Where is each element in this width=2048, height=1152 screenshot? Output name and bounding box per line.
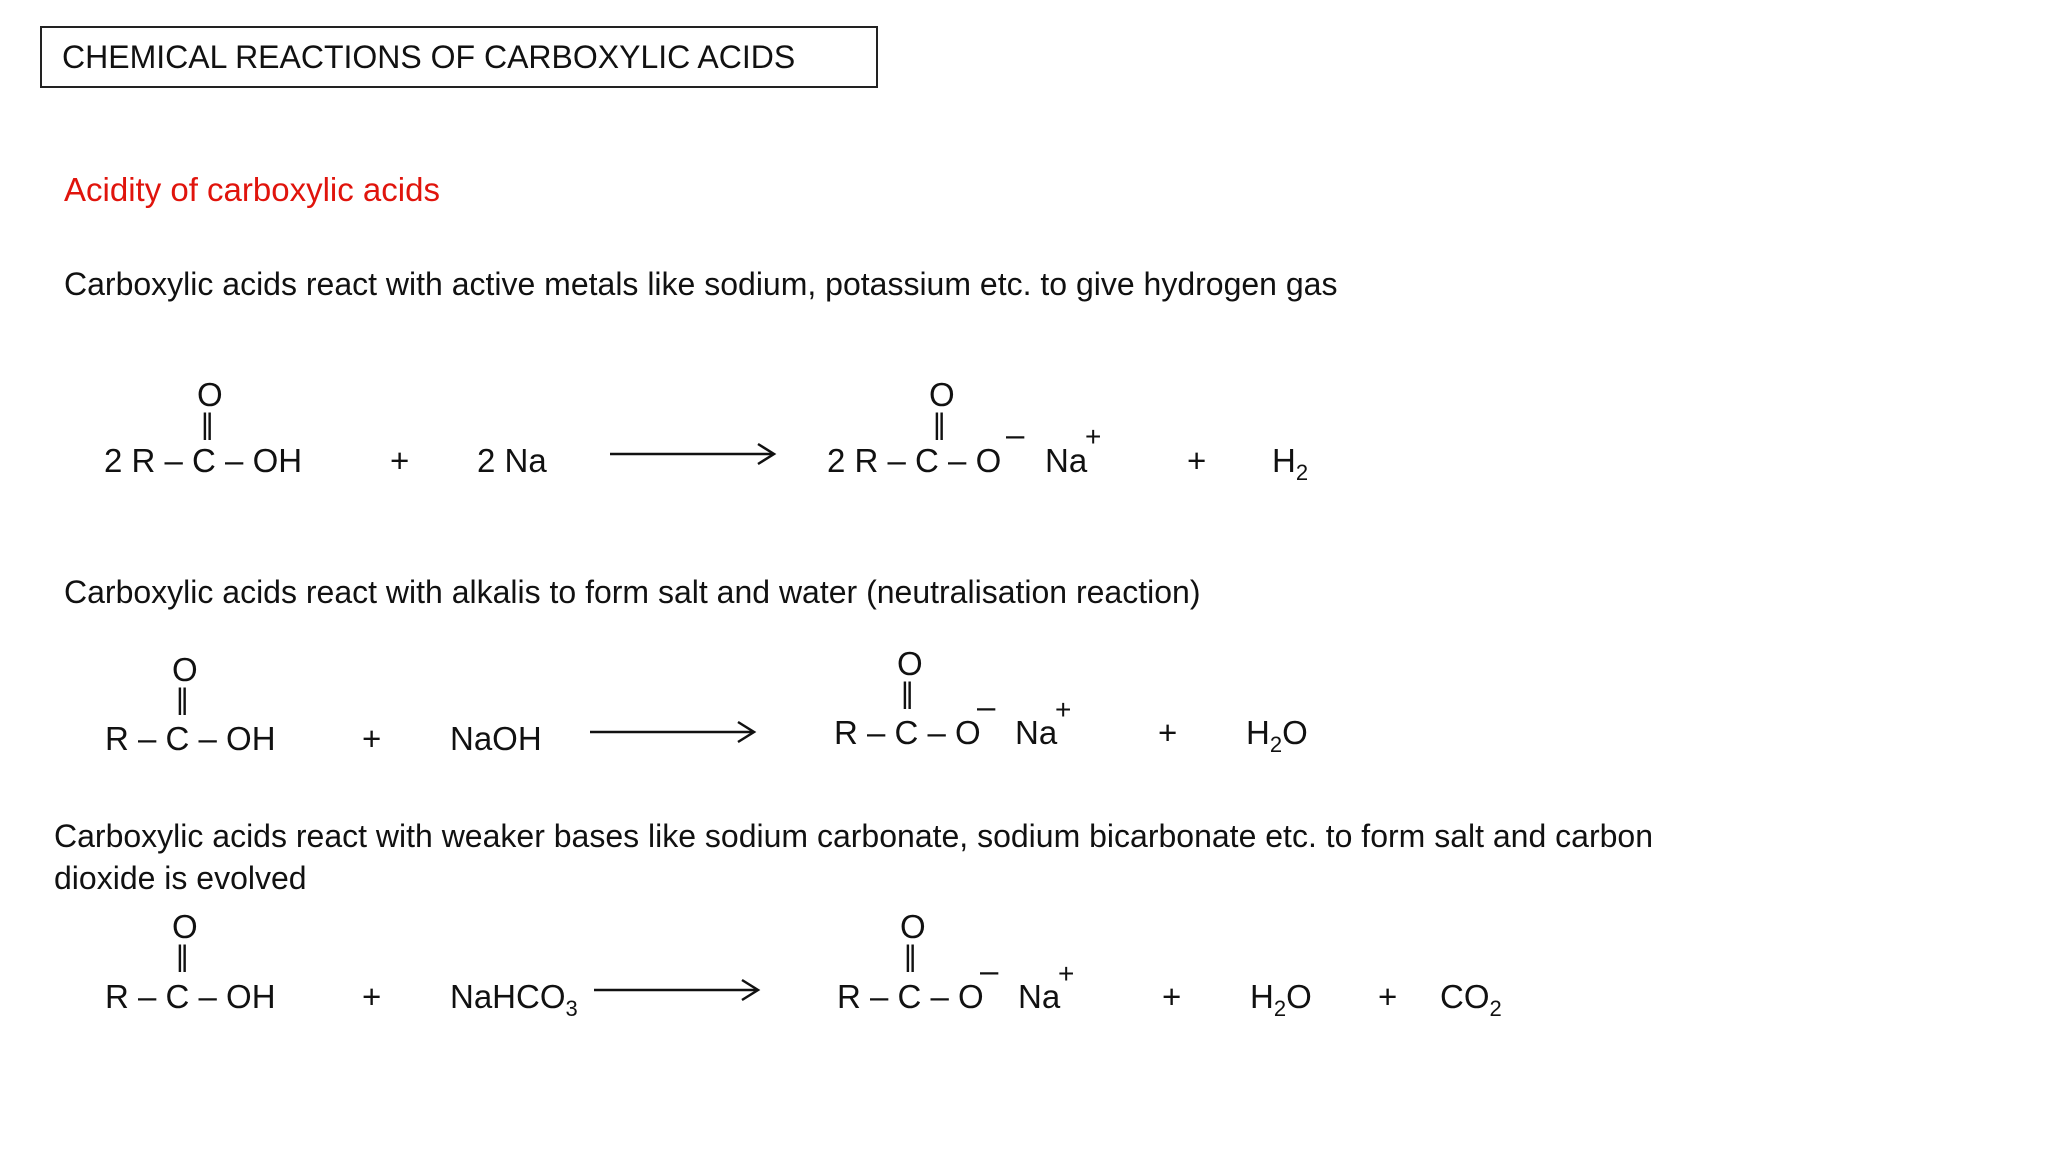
reaction1-plus-2: +	[1187, 442, 1207, 479]
reaction1-reactant-sodium: 2 Na	[477, 442, 547, 479]
reaction2-plus-1: +	[362, 720, 382, 757]
reaction2-plus-2: +	[1158, 714, 1178, 751]
reaction3-oxide-minus: –	[980, 952, 999, 989]
reaction2-oxide-minus: –	[977, 688, 996, 725]
reaction2-reactant-acid: R – C – OH	[105, 720, 276, 757]
carbonyl-oxygen: O	[197, 376, 223, 413]
reaction2-product-water	[1246, 716, 1308, 756]
formula-subscript: 2	[1269, 732, 1283, 757]
formula-base: H	[1272, 442, 1296, 479]
carbonyl-oxygen: O	[929, 376, 955, 413]
reaction3-reactant-acid: R – C – OH	[105, 978, 276, 1015]
reaction1-product-salt: 2 R – C – O	[827, 442, 1002, 479]
reaction3-cation-sodium: Na	[1018, 978, 1061, 1015]
double-bond: ||	[933, 408, 943, 441]
reaction3-product-co2	[1440, 980, 1502, 1020]
reaction2-reactant-naoh: NaOH	[450, 720, 542, 757]
double-bond: ||	[176, 940, 186, 973]
reaction3-product-salt: R – C – O	[837, 978, 984, 1015]
formula-base: H	[1246, 714, 1270, 751]
reaction2-statement: Carboxylic acids react with alkalis to form salt and water (neutralisation reaction)	[64, 574, 1201, 610]
reaction2-cation-plus: +	[1055, 694, 1072, 725]
section-heading: Acidity of carboxylic acids	[64, 171, 440, 208]
formula-subscript: 3	[565, 996, 578, 1021]
formula-base: NaHCO	[450, 978, 566, 1015]
reaction1-reactant-acid: 2 R – C – OH	[104, 442, 303, 479]
carbonyl-oxygen: O	[897, 645, 923, 682]
formula-tail: O	[1286, 978, 1312, 1015]
formula-base: CO	[1440, 978, 1490, 1015]
reaction1-cation-plus: +	[1085, 421, 1102, 452]
reaction3-product-water	[1250, 980, 1312, 1020]
double-bond: ||	[201, 408, 211, 441]
reaction3-plus-1: +	[362, 978, 382, 1015]
slide-title: CHEMICAL REACTIONS OF CARBOXYLIC ACIDS	[40, 26, 878, 88]
formula-base: H	[1250, 978, 1274, 1015]
carbonyl-oxygen: O	[172, 651, 198, 688]
reaction1-statement: Carboxylic acids react with active metals like sodium, potassium etc. to give hydrogen gas	[64, 266, 1338, 302]
formula-subscript: 2	[1295, 460, 1309, 485]
reaction3-statement-line-2: dioxide is evolved	[54, 860, 307, 896]
reaction3-statement	[54, 815, 1653, 899]
reaction1-cation-sodium: Na	[1045, 442, 1088, 479]
reaction3-reactant-nahco3	[450, 980, 578, 1020]
carbonyl-oxygen: O	[900, 908, 926, 945]
reaction3-plus-2: +	[1162, 978, 1182, 1015]
reaction3-arrow	[592, 977, 762, 1003]
reaction2-product-salt: R – C – O	[834, 714, 981, 751]
reaction2-cation-sodium: Na	[1015, 714, 1058, 751]
double-bond: ||	[901, 677, 911, 710]
reaction3-statement-line-1: Carboxylic acids react with weaker bases like sodium carbonate, sodium bicarbonate etc. to form salt and carbon	[54, 818, 1653, 854]
carbonyl-oxygen: O	[172, 908, 198, 945]
formula-tail: O	[1282, 714, 1308, 751]
reaction1-oxide-minus: –	[1006, 416, 1025, 453]
reaction1-plus-1: +	[390, 442, 410, 479]
reaction3-plus-3: +	[1378, 978, 1398, 1015]
reaction2-arrow	[588, 719, 758, 745]
formula-subscript: 2	[1273, 996, 1287, 1021]
reaction1-arrow	[608, 441, 778, 467]
double-bond: ||	[176, 683, 186, 716]
reaction1-product-hydrogen	[1272, 444, 1308, 484]
reaction3-cation-plus: +	[1058, 958, 1075, 989]
double-bond: ||	[904, 940, 914, 973]
formula-subscript: 2	[1489, 996, 1502, 1021]
